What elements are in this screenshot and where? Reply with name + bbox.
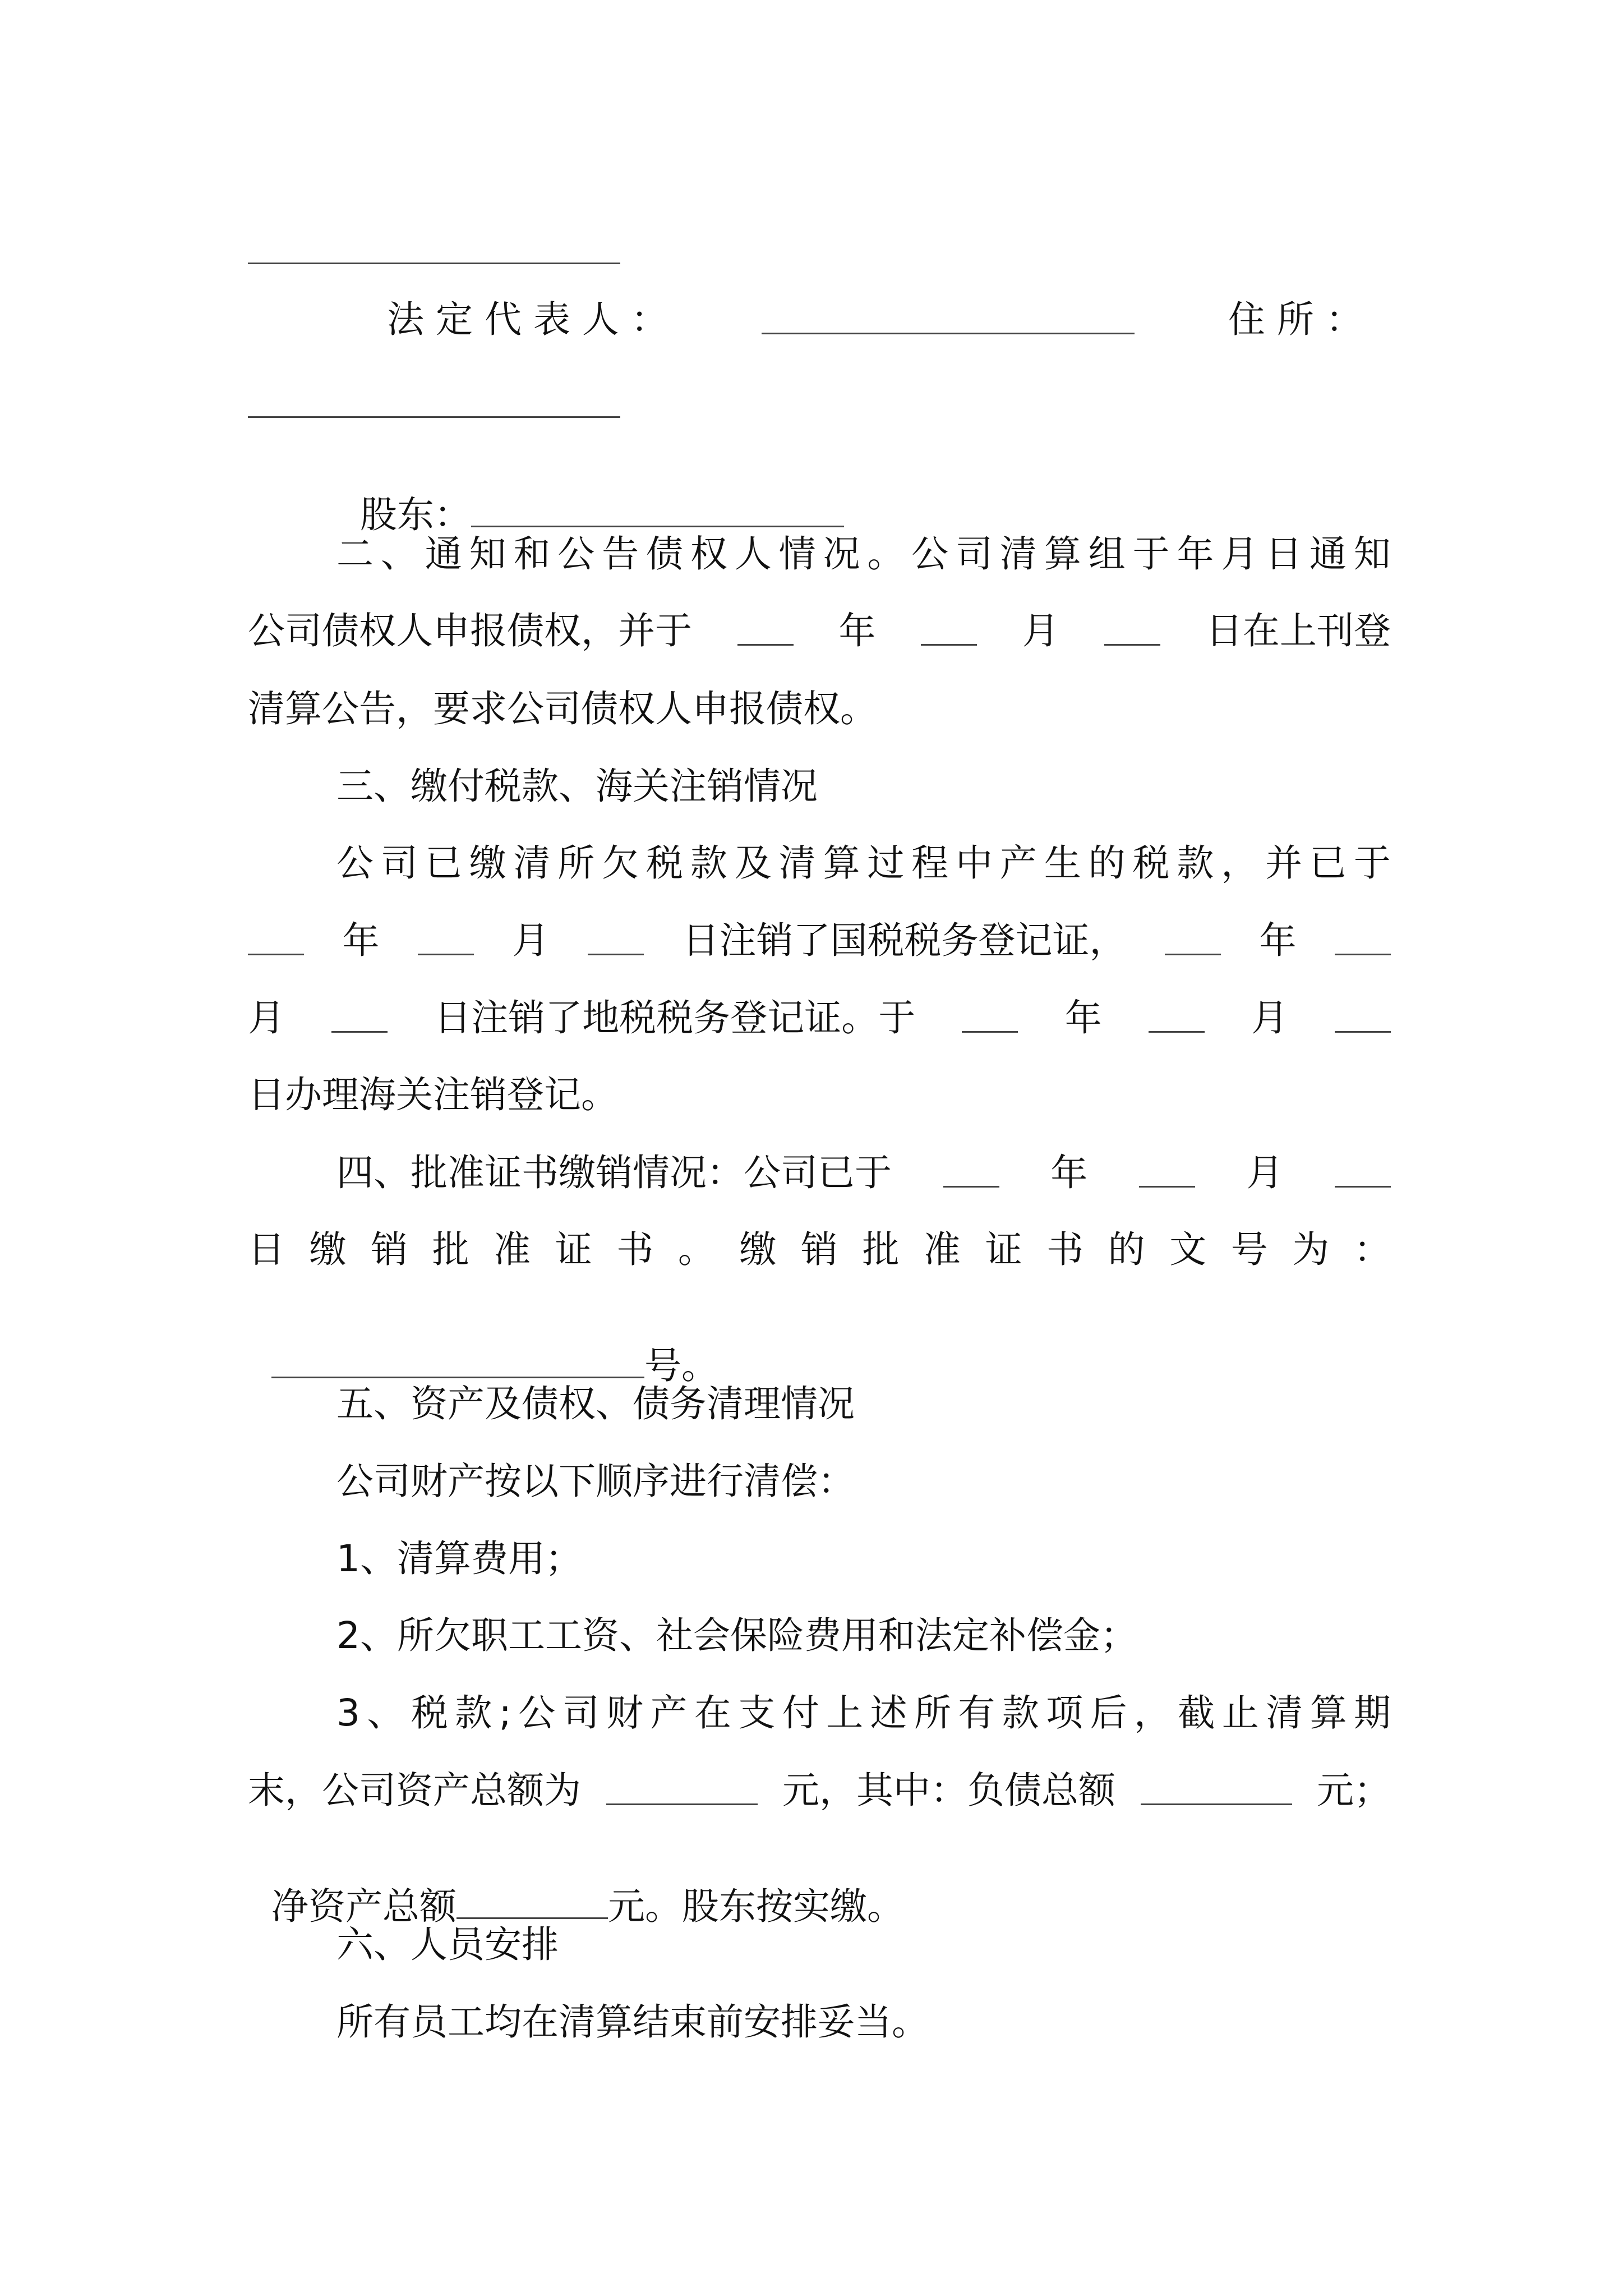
day-blank bbox=[1335, 1154, 1391, 1188]
year-blank bbox=[737, 613, 794, 646]
month-label: 月 bbox=[248, 996, 285, 1039]
blank-line-top bbox=[248, 263, 620, 264]
day-blank bbox=[588, 922, 644, 955]
sec4-line3 bbox=[248, 1308, 718, 1388]
sec2-line2-text-d: 日在上刊登 bbox=[1205, 609, 1391, 652]
sec4-line3-text: 号。 bbox=[644, 1344, 718, 1388]
month-label: 月 bbox=[1251, 996, 1288, 1039]
sec3-line4: 日办理海关注销登记。 bbox=[248, 1073, 618, 1116]
year-label: 年 bbox=[1064, 996, 1102, 1039]
list-item-2: 2、所欠职工工资、社会保险费用和法定补偿金； bbox=[336, 1614, 1137, 1657]
month-label: 月 bbox=[512, 919, 550, 962]
sec4-line1-text: 四、批准证书缴销情况：公司已于 bbox=[336, 1151, 892, 1194]
total-liabilities-blank bbox=[1141, 1772, 1292, 1805]
shareholder-line bbox=[336, 457, 844, 537]
sec2-line2 bbox=[248, 609, 1391, 652]
sec4-line1 bbox=[336, 1151, 1391, 1194]
sec3-line3 bbox=[248, 996, 1391, 1039]
sec3-line2-text: 日注销了国税税务登记证， bbox=[682, 919, 1127, 962]
legal-rep-blank bbox=[762, 301, 1135, 334]
sec2-line3: 清算公告，要求公司债权人申报债权。 bbox=[248, 687, 877, 730]
item3-line2-text-a: 末，公司资产总额为 bbox=[248, 1769, 581, 1812]
month-blank bbox=[418, 922, 474, 955]
sec2-line2-text-a: 公司债权人申报债权，并于 bbox=[248, 609, 692, 652]
item3-line3-text-b: 元。股东按实缴。 bbox=[607, 1885, 904, 1929]
day-blank bbox=[331, 1000, 388, 1033]
sec3-title: 三、缴付税款、海关注销情况 bbox=[336, 765, 818, 808]
year-label: 年 bbox=[838, 609, 876, 652]
total-assets-blank bbox=[606, 1772, 758, 1805]
month-label: 月 bbox=[1246, 1151, 1284, 1194]
year-blank bbox=[943, 1154, 999, 1188]
year-label: 年 bbox=[342, 919, 380, 962]
sec5-intro: 公司财产按以下顺序进行清偿： bbox=[336, 1460, 855, 1503]
list-item-3-line2 bbox=[248, 1769, 1391, 1812]
month-blank bbox=[1149, 1000, 1205, 1033]
month-blank bbox=[1335, 922, 1391, 955]
year-blank bbox=[248, 922, 304, 955]
day-blank bbox=[1335, 1000, 1391, 1033]
shareholder-blank bbox=[471, 494, 844, 527]
month-label: 月 bbox=[1022, 609, 1059, 652]
shareholder-label: 股东： bbox=[359, 493, 471, 537]
year-blank bbox=[1165, 922, 1221, 955]
sec3-line1: 公 司 已 缴 清 所 欠 税 款 及 清 算 过 程 中 产 生 的 税 款 ， 并 已 于 bbox=[336, 841, 1391, 885]
year-blank bbox=[962, 1000, 1018, 1033]
item3-line3-text-a: 净资产总额 bbox=[271, 1885, 457, 1929]
month-blank bbox=[921, 613, 977, 646]
sec5-title: 五、资产及债权、债务清理情况 bbox=[336, 1382, 855, 1425]
legal-rep-line bbox=[387, 298, 1363, 341]
list-item-1: 1、清算费用； bbox=[336, 1537, 582, 1580]
sec6-body: 所有员工均在清算结束前安排妥当。 bbox=[336, 2000, 929, 2044]
year-label: 年 bbox=[1050, 1151, 1088, 1194]
net-assets-blank bbox=[457, 1886, 608, 1919]
doc-number-blank bbox=[271, 1345, 644, 1378]
list-item-3-line3 bbox=[248, 1849, 904, 1929]
sec3-line2 bbox=[248, 919, 1391, 962]
item3-line2-text-b: 元，其中：负债总额 bbox=[782, 1769, 1115, 1812]
sec2-line1: 二 、 通 知 和 公 告 债 权 人 情 况 。 公 司 清 算 组 于 年 月 日 通 知 bbox=[336, 532, 1391, 576]
item3-line2-text-c: 元； bbox=[1317, 1769, 1391, 1812]
legal-rep-label: 法 定 代 表 人 ： bbox=[387, 298, 668, 341]
list-item-3-line1: 3 、 税 款 ; 公 司 财 产 在 支 付 上 述 所 有 款 项 后 ， 截 止 清 算 期 bbox=[336, 1691, 1391, 1734]
month-blank bbox=[1139, 1154, 1195, 1188]
day-blank bbox=[1104, 613, 1160, 646]
sec3-line3-text: 日注销了地税税务登记证。于 bbox=[434, 996, 916, 1039]
year-label: 年 bbox=[1259, 919, 1297, 962]
address-label: 住 所 ： bbox=[1228, 298, 1363, 341]
sec6-title: 六、人员安排 bbox=[336, 1923, 559, 1966]
address-blank bbox=[248, 416, 620, 418]
sec4-line2: 日 缴 销 批 准 证 书 。 缴 销 批 准 证 书 的 文 号 为 ： bbox=[248, 1228, 1391, 1271]
